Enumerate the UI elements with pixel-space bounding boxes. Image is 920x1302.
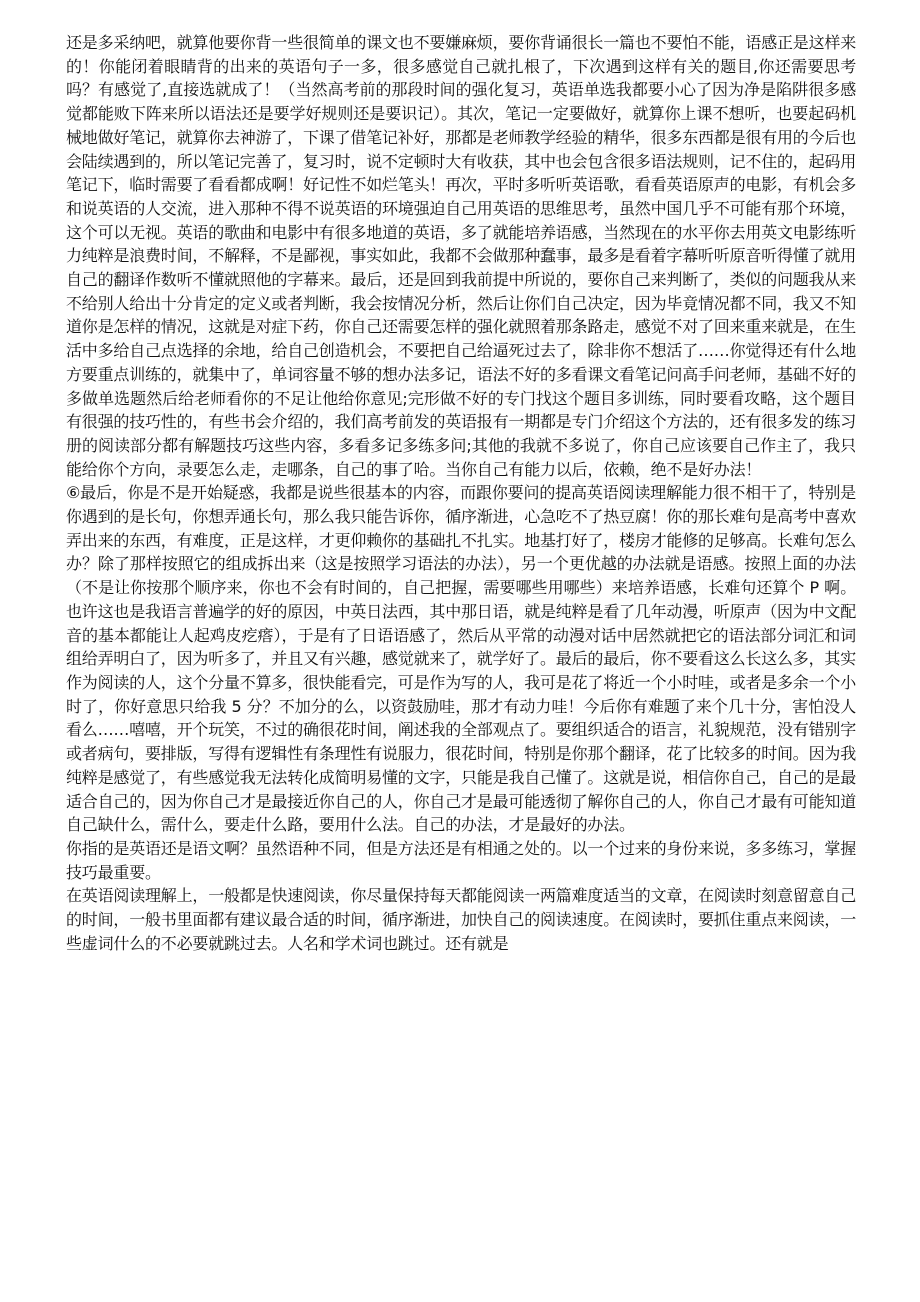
paragraph-1: 还是多采纳吧，就算他要你背一些很简单的课文也不要嫌麻烦，要你背诵很长一篇也不要怕不能，语感正是这样来的！你能闭着眼睛背的出来的英语句子一多，很多感觉自己就扎根了，下次遇到这样有关的题目,你还需要思考吗？有感觉了,直接选就成了！（当然高考前的那段时间的强化复习，英语单选我都要小心了因为净是陷阱很多感觉都能败下阵来所以语法还是要学好规则还是要识记）。其次，笔记一定要做好，就算你上课不想听，也要起码机械地做好笔记，就算你去神游了，下课了借笔记补好，那都是老师教学经验的精华，很多东西都是很有用的今后也会陆续遇到的，所以笔记完善了，复习时，说不定顿时大有收获，其中也会包含很多语法规则，记不住的，起码用笔记下，临时需要了看看都成啊！好记性不如烂笔头！再次，平时多听听英语歌，看看英语原声的电影，有机会多和说英语的人交流，进入那种不得不说英语的环境强迫自己用英语的思维思考，虽然中国几乎不可能有那个环境，这个可以无视。英语的歌曲和电影中有很多地道的英语，多了就能培养语感，当然现在的水平你去用英文电影练听力纯粹是浪费时间，不解释，不是鄙视，事实如此，我都不会做那种蠢事，最多是看着字幕听听原音听得懂了就用自己的翻译作数听不懂就照他的字幕来。最后，还是回到我前提中所说的，要你自己来判断了，类似的问题我从来不给别人给出十分肯定的定义或者判断，我会按情况分析，然后让你们自己决定，因为毕竟情况都不同，我又不知道你是怎样的情况，这就是对症下药，你自己还需要怎样的强化就照着那条路走，感觉不对了回来重来就是，在生活中多给自己点选择的余地，给自己创造机会，不要把自己给逼死过去了，除非你不想活了……你觉得还有什么地方要重点训练的，就集中了，单词容量不够的想办法多记，语法不好的多看课文看笔记问高手问老师，基础不好的多做单选题然后给老师看你的不足让他给你意见;完形做不好的专门找这个题目多训练，同时要看攻略，这个题目有很强的技巧性的，有些书会介绍的，我们高考前发的英语报有一期都是专门介绍这个方法的，还有很多发的练习册的阅读部分都有解题技巧这些内容，多看多记多练多问;其他的我就不多说了，你自己应该要自己作主了，我只能给你个方向，录要怎么走，走哪条，自己的事了哈。当你自己有能力以后，依赖，绝不是好办法！	[66, 33, 857, 479]
document-page	[66, 31, 856, 955]
paragraph-4: 在英语阅读理解上，一般都是快速阅读，你尽量保持每天都能阅读一两篇难度适当的文章，在阅读时刻意留意自己的时间，一般书里面都有建议最合适的时间，循序渐进，加快自己的阅读速度。在阅读时，要抓住重点来阅读，一些虚词什么的不必要就跳过去。人名和学术词也跳过。还有就是	[66, 886, 857, 953]
paragraph-3: 你指的是英语还是语文啊？虽然语种不同，但是方法还是有相通之处的。以一个过来的身份来说，多多练习，掌握技巧最重要。	[66, 838, 857, 882]
paragraph-2: ⑥最后，你是不是开始疑惑，我都是说些很基本的内容，而跟你要问的提高英语阅读理解能力很不相干了，特别是你遇到的是长句，你想弄通长句，那么我只能告诉你，循序渐进，心急吃不了热豆腐！你的那长难句是高考中喜欢弄出来的东西，有难度，正是这样，才更仰赖你的基础扎不扎实。地基打好了，楼房才能修的足够高。长难句怎么办？除了那样按照它的组成拆出来（这是按照学习语法的办法），另一个更优越的办法就是语感。按照上面的办法（不是让你按那个顺序来，你也不会有时间的，自己把握，需要哪些用哪些）来培养语感，长难句还算个 P 啊。也许这也是我语言普遍学的好的原因，中英日法西，其中那日语，就是纯粹是看了几年动漫，听原声（因为中文配音的基本都能让人起鸡皮疙瘩），于是有了日语语感了，然后从平常的动漫对话中居然就把它的语法部分词汇和词组给弄明白了，因为听多了，并且又有兴趣，感觉就来了，就学好了。最后的最后，你不要看这么长这么多，其实作为阅读的人，这个分量不算多，很快能看完，可是作为写的人，我可是花了将近一个小时哇，或者是多余一个小时了，你好意思只给我 5 分？不加分的么，以资鼓励哇，那才有动力哇！今后你有难题了来个几十分，害怕没人看么……嘻嘻，开个玩笑，不过的确很花时间，阐述我的全部观点了。要组织适合的语言，礼貌规范，没有错别字或者病句，要排版，写得有逻辑性有条理性有说服力，很花时间，特别是你那个翻译，花了比较多的时间。因为我纯粹是感觉了，有些感觉我无法转化成简明易懂的文字，只能是我自己懂了。这就是说，相信你自己，自己的是最适合自己的，因为你自己才是最接近你自己的人，你自己才是最可能透彻了解你自己的人，你自己才最有可能知道自己缺什么，需什么，要走什么路，要用什么法。自己的办法，才是最好的办法。	[66, 483, 857, 835]
